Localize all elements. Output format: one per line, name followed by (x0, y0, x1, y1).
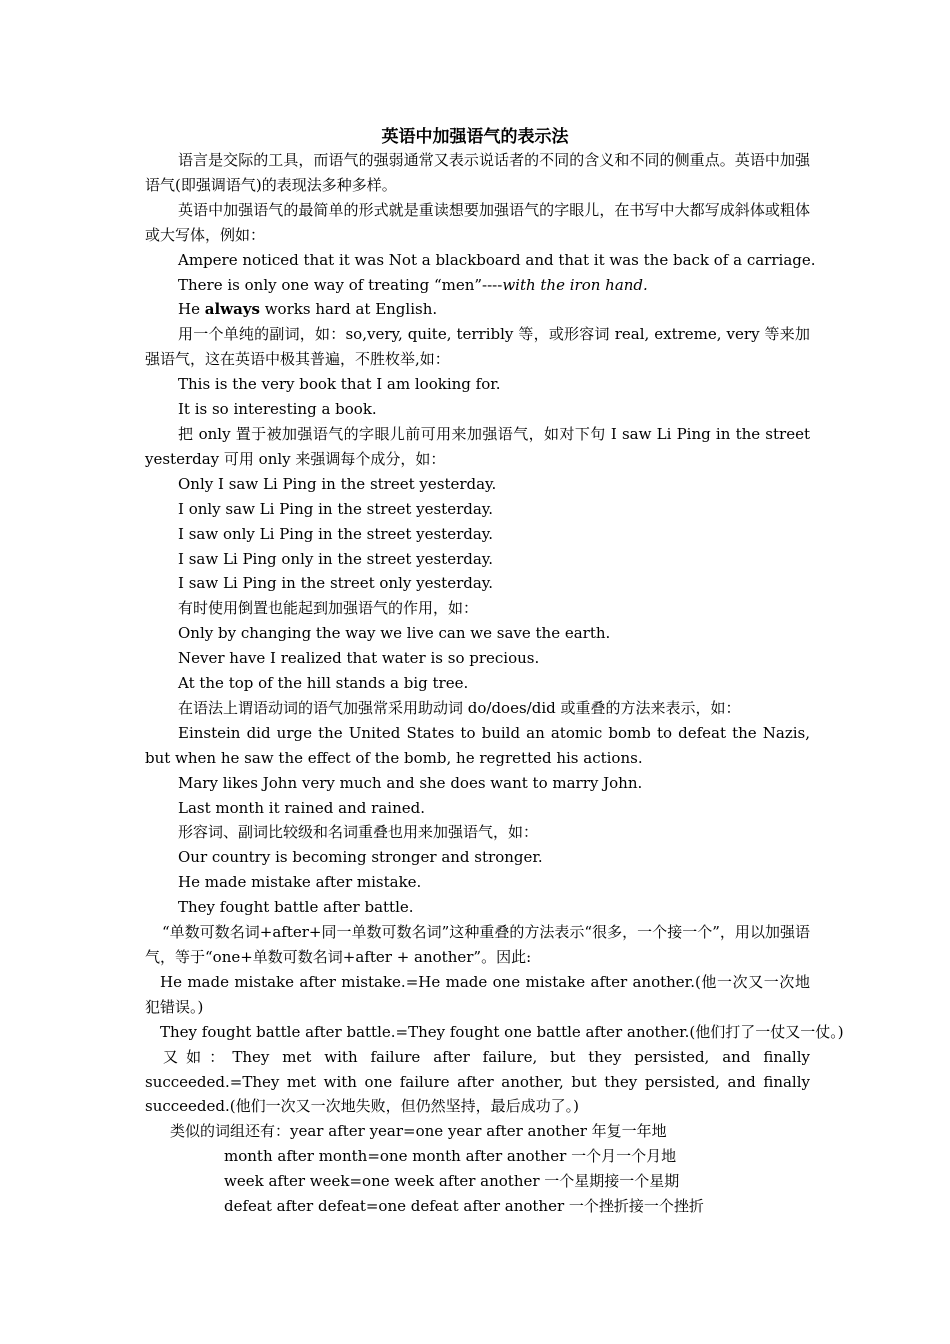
example-compare-2: He made mistake after mistake. (178, 873, 422, 892)
only-paragraph: 把 only 置于被加强语气的字眼儿前可用来加强语气，如对下句 I saw Li Ping in the street yesterday 可用 only 来强调每个成分，如： (145, 424, 810, 468)
example-mistake: He made mistake after mistake.=He made one mistake after another.(他一次又一次地犯错误。) (145, 972, 810, 1016)
similar-phrase-1: year after year=one year after another 年复一年地 (290, 1122, 667, 1141)
example-always-bold: always (204, 300, 260, 319)
example-compare-1: Our country is becoming stronger and stronger. (178, 848, 543, 867)
example-compare-3: They fought battle after battle. (178, 898, 414, 917)
example-only-2: I only saw Li Ping in the street yesterday. (178, 499, 494, 518)
document-body (145, 148, 844, 1219)
example-interesting: It is so interesting a book. (178, 400, 377, 419)
example-only-5: I saw Li Ping in the street only yesterday. (178, 574, 494, 593)
similar-phrase-2: month after month=one month after another 一个月一个月地 (224, 1147, 677, 1166)
example-always (145, 297, 810, 322)
example-inversion-3: At the top of the hill stands a big tree. (178, 674, 469, 693)
similar-phrase-4: defeat after defeat=one defeat after another 一个挫折接一个挫折 (224, 1197, 704, 1216)
example-men-text: There is only one way of treating “men”---- (178, 275, 503, 294)
example-book: This is the very book that I am looking for. (178, 375, 501, 394)
similar-phrase-3: week after week=one week after another 一个星期接一个星期 (224, 1172, 680, 1191)
example-failure: 又如：They met with failure after failure, but they persisted, and finally succeeded.=They met with one failure after another, but they persisted, and finally succeeded.(他们一次又一次地失败，但仍然坚持，最后成功了。) (145, 1047, 810, 1116)
comparative-paragraph: 形容词、副词比较级和名词重叠也用来加强语气，如： (178, 823, 539, 842)
similar-phrases-label: 类似的词组还有： (170, 1122, 291, 1141)
example-inversion-1: Only by changing the way we live can we save the earth. (178, 624, 611, 643)
intro-paragraph: 语言是交际的工具，而语气的强弱通常又表示说话者的不同的含义和不同的侧重点。英语中加强语气(即强调语气)的表现法多种多样。 (145, 151, 810, 194)
example-battle: They fought battle after battle.=They fought one battle after another.(他们打了一仗又一仗。) (160, 1022, 844, 1041)
auxiliary-paragraph: 在语法上谓语动词的语气加强常采用助动词 do/does/did 或重叠的方法来表示，如： (178, 698, 741, 717)
example-aux-1: Mary likes John very much and she does want to marry John. (178, 773, 643, 792)
example-einstein: Einstein did urge the United States to build an atomic bomb to defeat the Nazis, but when he saw the effect of the bomb, he regretted his actions. (145, 723, 810, 767)
adverb-paragraph: 用一个单纯的副词，如：so,very, quite, terribly 等，或形容词 real, extreme, very 等来加强语气，这在英语中极其普遍，不胜枚举,如： (145, 325, 810, 369)
example-men-italic: with the iron hand. (502, 275, 648, 294)
example-ampere: Ampere noticed that it was Not a blackboard and that it was the back of a carriage. (178, 250, 816, 269)
example-only-1: Only I saw Li Ping in the street yesterday. (178, 474, 497, 493)
inversion-paragraph: 有时使用倒置也能起到加强语气的作用，如： (178, 599, 479, 618)
example-aux-2: Last month it rained and rained. (178, 798, 425, 817)
example-men (145, 273, 810, 298)
example-always-pre: He (178, 300, 205, 319)
example-inversion-2: Never have I realized that water is so precious. (178, 649, 540, 668)
stress-paragraph: 英语中加强语气的最简单的形式就是重读想要加强语气的字眼儿，在书写中大都写成斜体或粗体或大写体，例如： (145, 200, 810, 244)
similar-phrases-line (145, 1119, 810, 1144)
example-always-post: works hard at English. (259, 300, 438, 319)
example-only-3: I saw only Li Ping in the street yesterday. (178, 524, 494, 543)
document-title: 英语中加强语气的表示法 (381, 127, 569, 147)
example-only-4: I saw Li Ping only in the street yesterday. (178, 549, 494, 568)
pattern-paragraph: “单数可数名词+after+同一单数可数名词”这种重叠的方法表示“很多，一个接一个”，用以加强语气，等于“one+单数可数名词+after + another”。因此: (145, 923, 810, 966)
